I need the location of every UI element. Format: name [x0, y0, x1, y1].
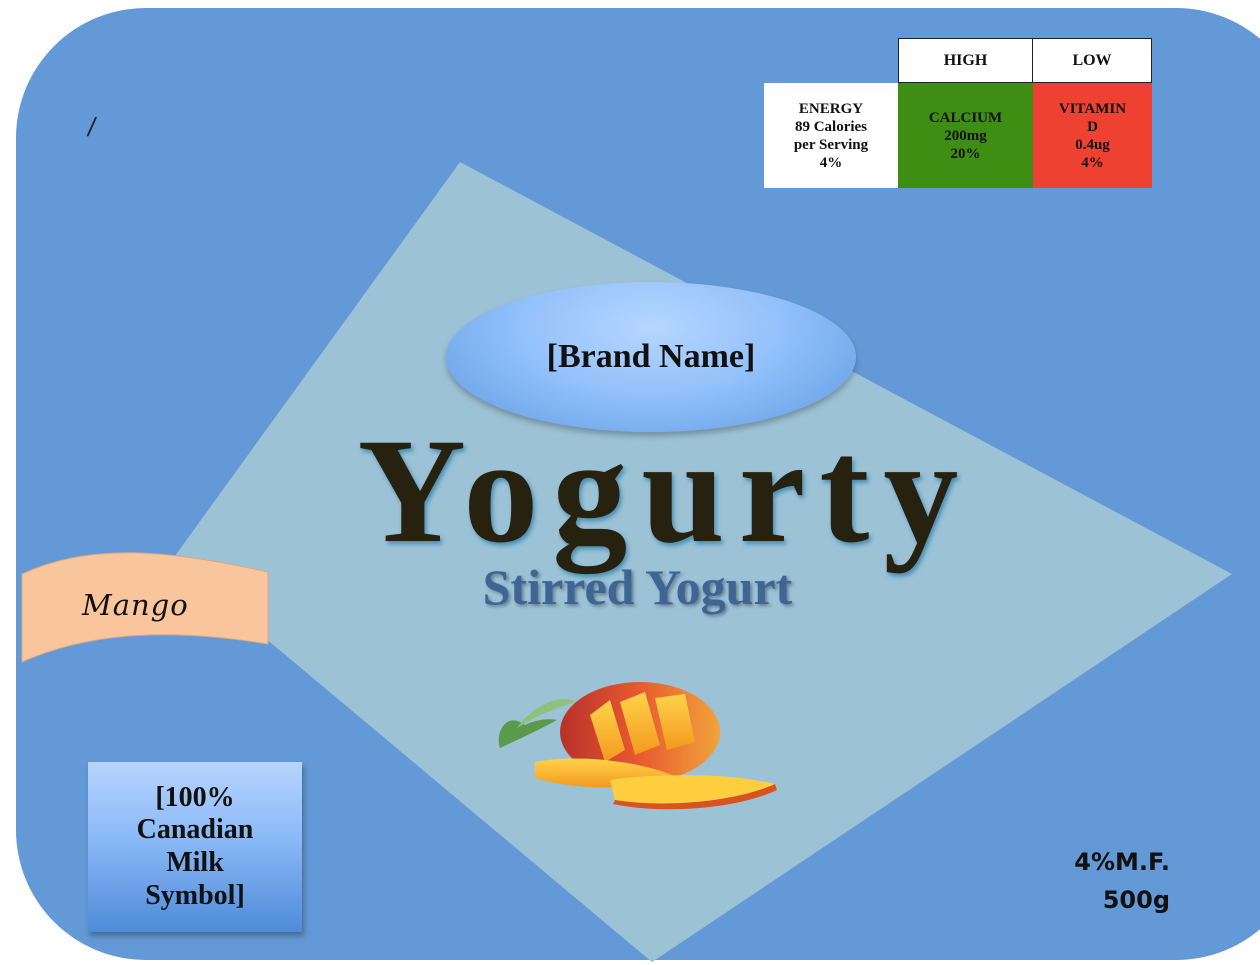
milk-symbol-line1: [100%: [155, 781, 235, 813]
mango-icon: [495, 680, 785, 815]
canadian-milk-symbol: [88, 762, 302, 932]
nutrition-table: [764, 38, 1152, 188]
milk-symbol-line4: Symbol]: [145, 879, 245, 911]
vitamin-d-percent: 4%: [1081, 154, 1104, 171]
net-weight: 500g: [1102, 886, 1170, 915]
calcium-title: CALCIUM: [928, 109, 1003, 126]
product-subtitle: Stirred Yogurt: [482, 559, 793, 615]
milk-symbol-line3: Milk: [166, 847, 224, 878]
vitamin-d-cell: [1033, 83, 1152, 188]
stray-mark: /: [85, 112, 98, 142]
brand-name-oval: [Brand Name]: [446, 282, 856, 432]
calcium-percent: 20%: [950, 145, 981, 162]
energy-serving: per Serving: [793, 136, 869, 153]
flavor-label: Mango: [82, 588, 189, 622]
milk-symbol-line2: Canadian: [136, 814, 254, 846]
product-specs: [1074, 843, 1170, 920]
calcium-amount: 200mg: [944, 127, 987, 144]
energy-calories: 89 Calories: [794, 118, 868, 135]
energy-title: ENERGY: [798, 100, 864, 117]
calcium-cell: [898, 83, 1033, 188]
product-name: Yogurty: [357, 408, 973, 574]
high-header: HIGH: [898, 38, 1033, 83]
low-header: LOW: [1032, 38, 1152, 83]
energy-cell: [764, 83, 898, 188]
fat-content: 4%M.F.: [1074, 848, 1170, 876]
vitamin-d-title: VITAMIN: [1058, 100, 1127, 117]
vitamin-d-amount: 0.4ug: [1075, 136, 1110, 153]
vitamin-d-title-letter: D: [1087, 118, 1098, 135]
flavor-banner: [20, 548, 270, 666]
energy-percent: 4%: [819, 154, 843, 171]
